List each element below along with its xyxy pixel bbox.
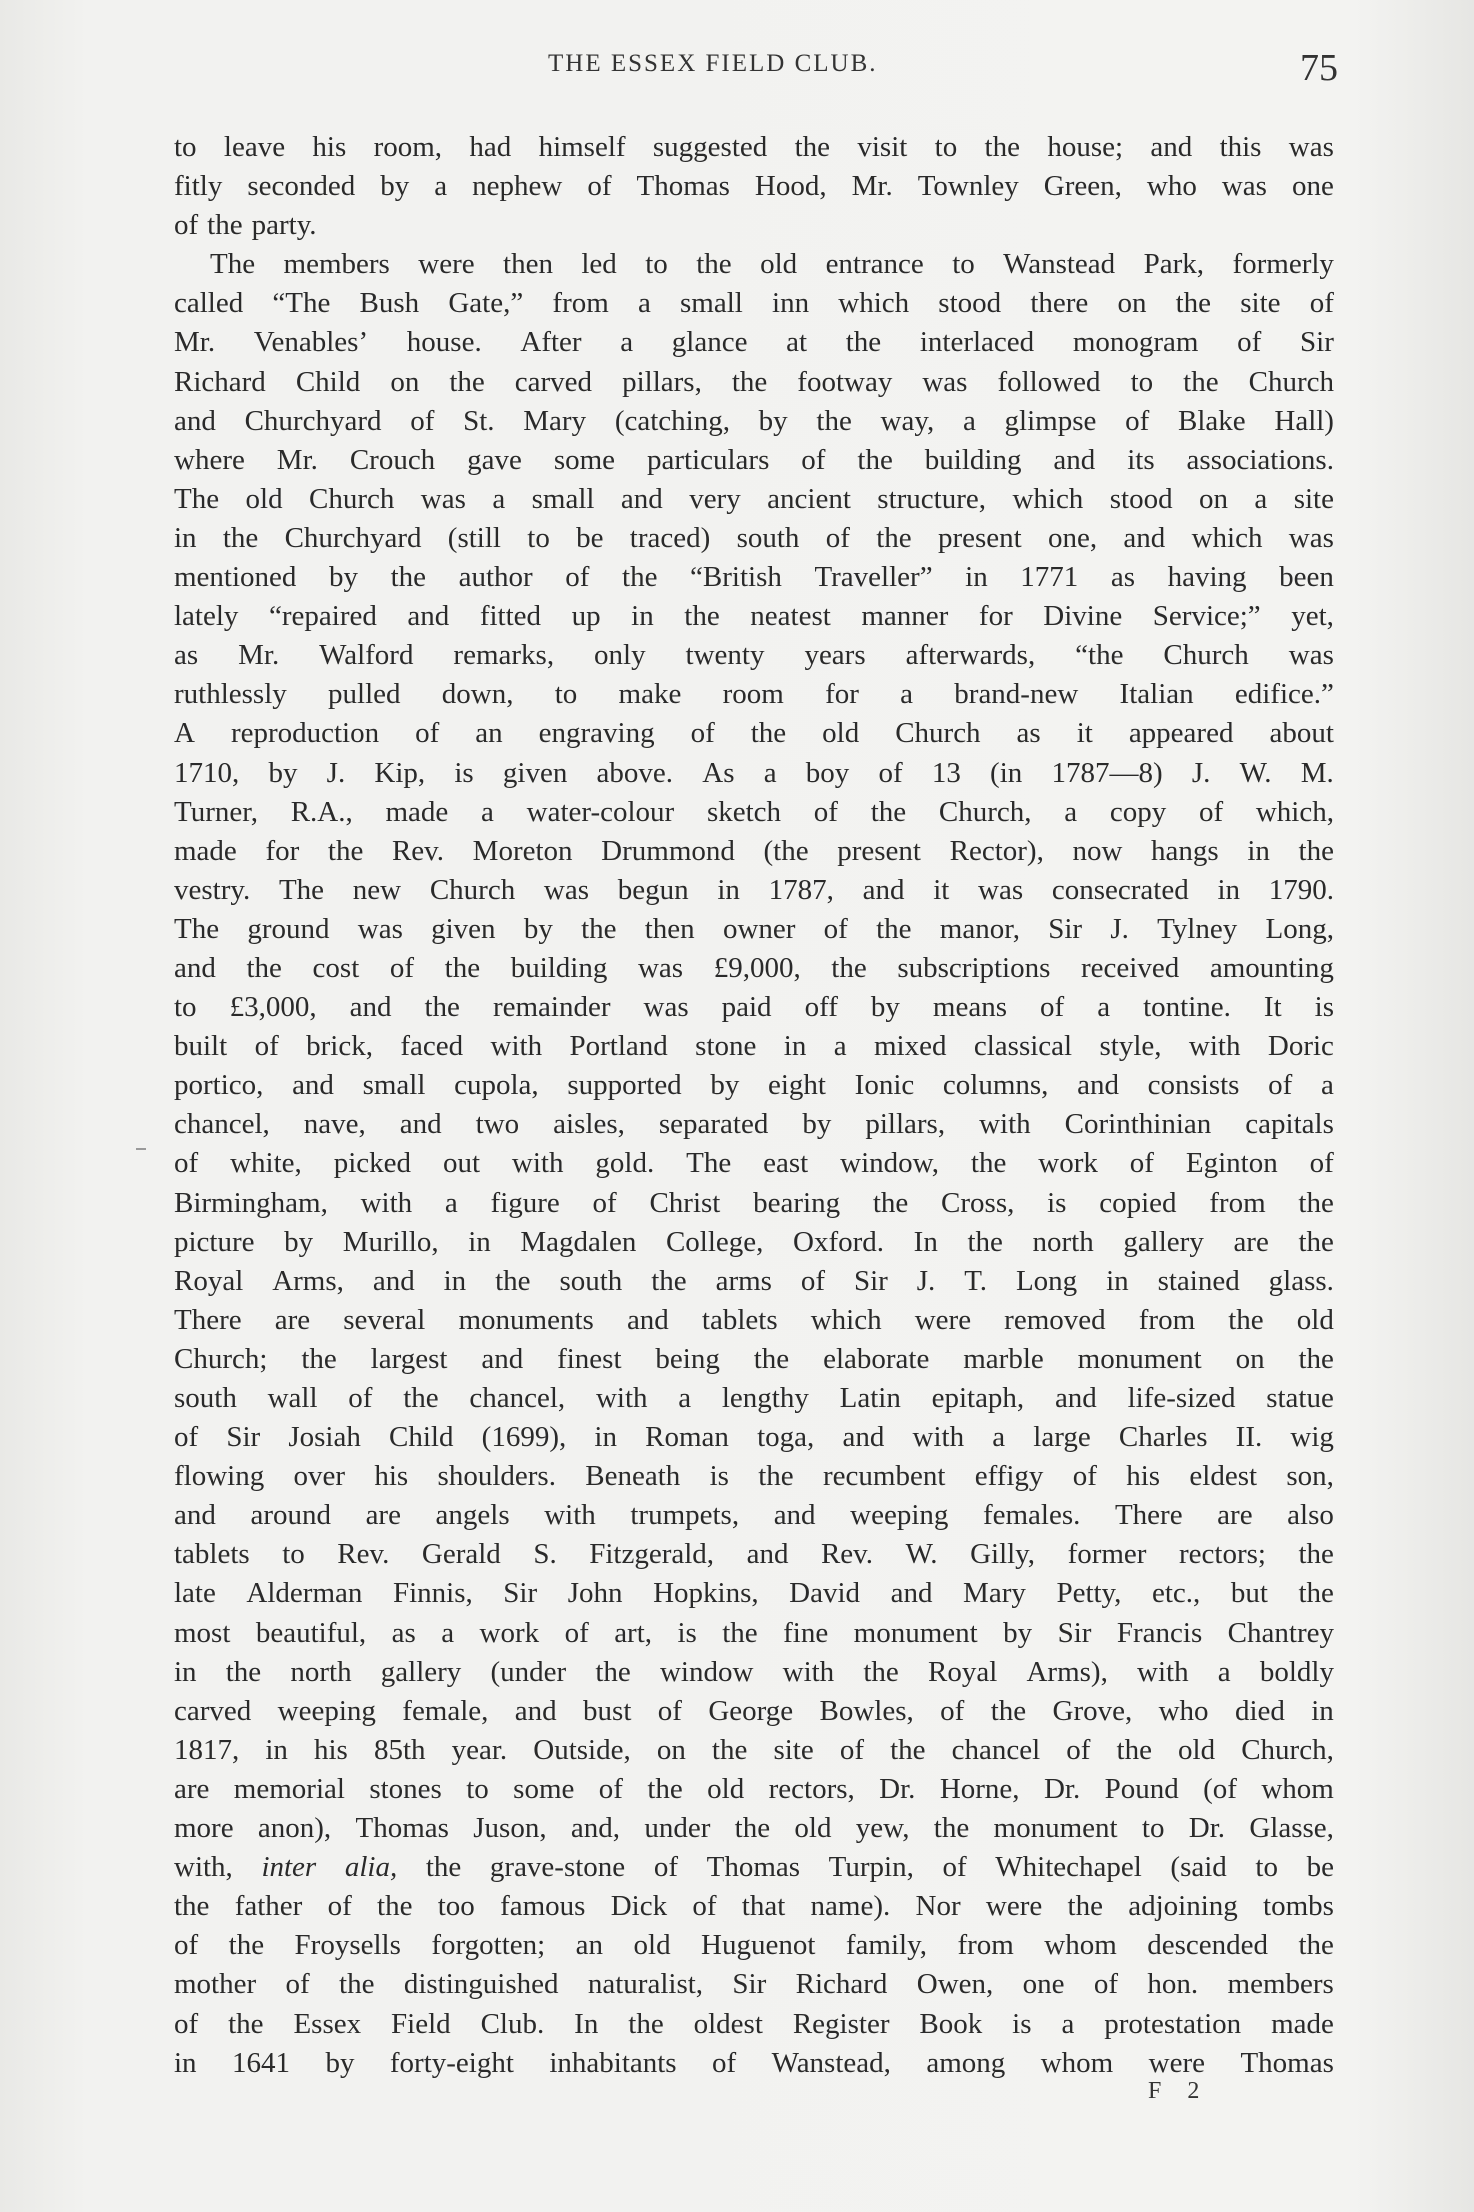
text-line: chancel, nave, and two aisles, separated by pillars, with Corinthinian capitals [174,1108,1334,1141]
text-line: south wall of the chancel, with a lengthy Latin epitaph, and life-sized statue [174,1382,1334,1414]
text-line: of the party. [174,209,317,242]
text-line: ruthlessly pulled down, to make room for a brand-new Italian edifice.” [174,678,1334,711]
text-line: made for the Rev. Moreton Drummond (the present Rector), now hangs in the [174,834,1334,867]
text-line: and Churchyard of St. Mary (catching, by the way, a glimpse of Blake Hall) [174,404,1334,437]
text-line: of the Froysells forgotten; an old Huguenot family, from whom descended the [174,1929,1334,1962]
text-line: Richard Child on the carved pillars, the footway was followed to the Church [174,365,1334,398]
text-line: Birmingham, with a figure of Christ bearing the Cross, is copied from the [174,1186,1334,1219]
text-line: picture by Murillo, in Magdalen College, Oxford. In the north gallery are the [174,1225,1334,1258]
text-line: flowing over his shoulders. Beneath is the recumbent effigy of his eldest son, [174,1460,1334,1493]
text-line: to leave his room, had himself suggested the visit to the house; and this was [174,131,1334,163]
text-line: and the cost of the building was £9,000, the subscriptions received amounting [174,951,1334,984]
margin-mark [136,1148,146,1150]
signature-mark: F 2 [1148,2078,1210,2104]
text-line: mentioned by the author of the “British Traveller” in 1771 as having been [174,561,1334,594]
text-line: tablets to Rev. Gerald S. Fitzgerald, and Rev. W. Gilly, former rectors; the [174,1538,1334,1571]
text-line: in the Churchyard (still to be traced) south of the present one, and which was [174,521,1334,554]
text-line: of the Essex Field Club. In the oldest Register Book is a protestation made [174,2007,1334,2040]
text-line: in the north gallery (under the window with the Royal Arms), with a boldly [174,1655,1334,1688]
text-line: Church; the largest and finest being the elaborate marble monument on the [174,1342,1334,1375]
text-line: 1817, in his 85th year. Outside, on the site of the chancel of the old Church, [174,1733,1334,1766]
text-line: 1710, by J. Kip, is given above. As a boy of 13 (in 1787—8) J. W. M. [174,756,1334,789]
text-line: and around are angels with trumpets, and weeping females. There are also [174,1499,1334,1532]
text-line: to £3,000, and the remainder was paid off by means of a tontine. It is [174,991,1334,1024]
text-line: of Sir Josiah Child (1699), in Roman toga, and with a large Charles II. wig [174,1421,1334,1454]
text-line: A reproduction of an engraving of the old Church as it appeared about [174,717,1334,750]
text-line: of white, picked out with gold. The east window, the work of Eginton of [174,1147,1334,1180]
text-line: lately “repaired and fitted up in the neatest manner for Divine Service;” yet, [174,600,1334,633]
text-line: called “The Bush Gate,” from a small inn which stood there on the site of [174,287,1334,320]
text-line: more anon), Thomas Juson, and, under the old yew, the monument to Dr. Glasse, [174,1812,1334,1845]
running-head [0,47,1474,90]
text-line: Turner, R.A., made a water-colour sketch of the Church, a copy of which, [174,795,1334,828]
text-line: vestry. The new Church was begun in 1787, and it was consecrated in 1790. [174,873,1334,906]
text-line: built of brick, faced with Portland stone in a mixed classical style, with Doric [174,1030,1334,1063]
text-line: carved weeping female, and bust of George Bowles, of the Grove, who died in [174,1694,1334,1727]
text-line: There are several monuments and tablets which were removed from the old [174,1303,1334,1336]
text-line: fitly seconded by a nephew of Thomas Hood, Mr. Townley Green, who was one [174,170,1334,203]
page-number: 75 [1300,47,1338,89]
text-line: The old Church was a small and very ancient structure, which stood on a site [174,482,1334,515]
text-line: Royal Arms, and in the south the arms of Sir J. T. Long in stained glass. [174,1264,1334,1297]
text-line: where Mr. Crouch gave some particulars of the building and its associations. [174,443,1334,476]
text-line: as Mr. Walford remarks, only twenty years afterwards, “the Church was [174,639,1334,672]
text-line: are memorial stones to some of the old rectors, Dr. Horne, Dr. Pound (of whom [174,1772,1334,1805]
body-text [174,128,1334,2083]
text-line: The members were then led to the old entrance to Wanstead Park, formerly [210,248,1334,281]
text-line: in 1641 by forty-eight inhabitants of Wanstead, among whom were Thomas [174,2046,1334,2079]
text-line: Mr. Venables’ house. After a glance at the interlaced monogram of Sir [174,326,1334,359]
text-line: with, inter alia, the grave-stone of Thomas Turpin, of Whitechapel (said to be [174,1851,1334,1884]
text-line: The ground was given by the then owner of the manor, Sir J. Tylney Long, [174,912,1334,945]
text-line: late Alderman Finnis, Sir John Hopkins, David and Mary Petty, etc., but the [174,1577,1334,1610]
text-line: the father of the too famous Dick of that name). Nor were the adjoining tombs [174,1890,1334,1923]
running-title: THE ESSEX FIELD CLUB. [548,50,878,77]
text-line: most beautiful, as a work of art, is the fine monument by Sir Francis Chantrey [174,1616,1334,1649]
text-line: mother of the distinguished naturalist, Sir Richard Owen, one of hon. members [174,1968,1334,2001]
text-line: portico, and small cupola, supported by eight Ionic columns, and consists of a [174,1069,1334,1102]
